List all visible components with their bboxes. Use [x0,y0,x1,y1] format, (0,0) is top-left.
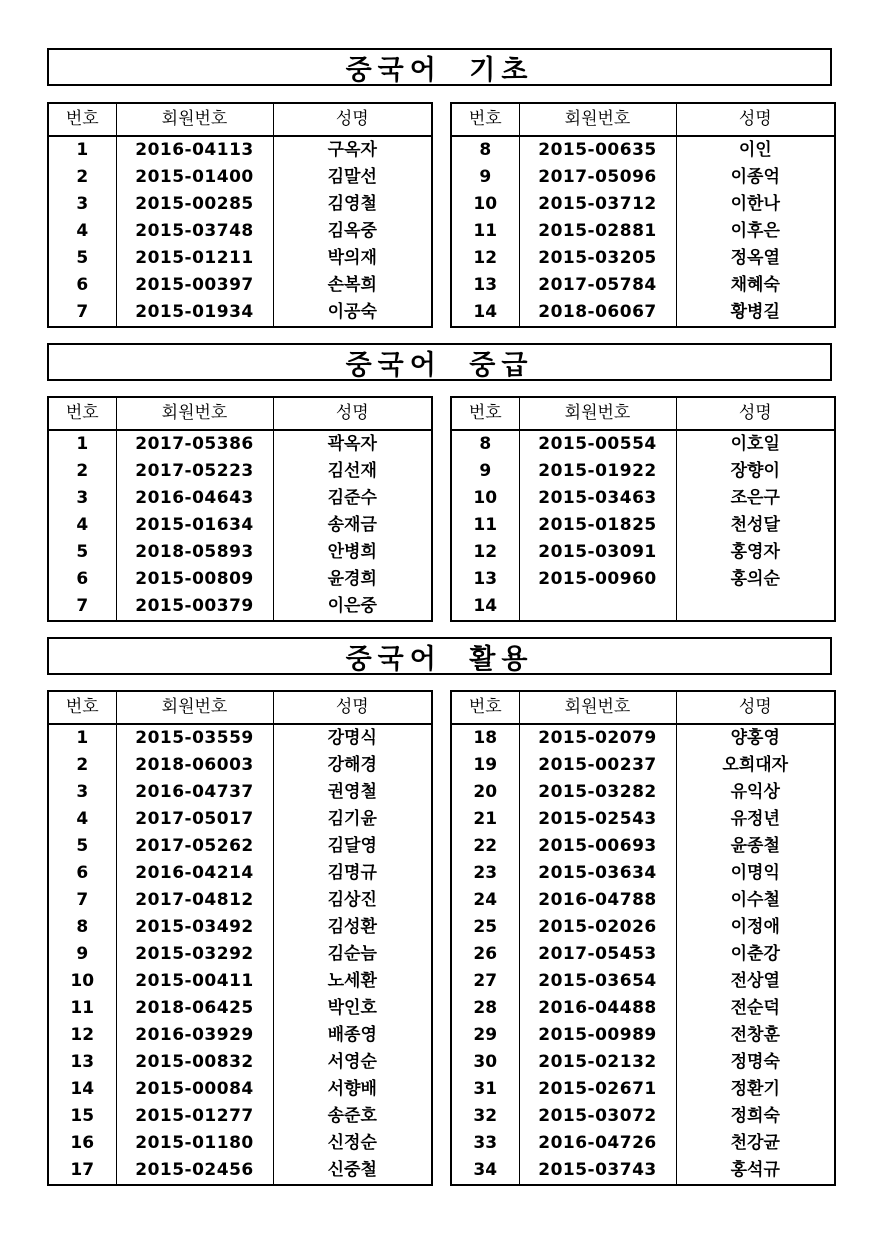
member-name: 전순덕 [676,995,835,1022]
member-id: 2015-00832 [116,1049,273,1076]
member-id: 2016-04214 [116,860,273,887]
member-id: 2018-06003 [116,752,273,779]
member-name: 정명숙 [676,1049,835,1076]
header-num: 번호 [48,397,116,430]
member-name: 전창훈 [676,1022,835,1049]
member-name: 송준호 [273,1103,432,1130]
table-row [451,539,835,566]
member-id: 2015-03091 [519,539,676,566]
member-name: 유정년 [676,806,835,833]
table-row [48,539,432,566]
member-name: 이종억 [676,164,835,191]
table-row [451,245,835,272]
row-number: 1 [76,728,89,748]
row-number: 5 [76,836,89,856]
table-row [451,512,835,539]
member-name: 이춘강 [676,941,835,968]
row-number: 4 [76,809,89,829]
table-row [451,1022,835,1049]
table-row [48,458,432,485]
member-id: 2017-04812 [116,887,273,914]
member-id: 2015-01934 [116,299,273,327]
member-id: 2015-01277 [116,1103,273,1130]
row-number: 1 [76,434,89,454]
header-num: 번호 [451,103,519,136]
member-id: 2015-03282 [519,779,676,806]
table-row [451,1103,835,1130]
roster-table-intermediate-right [450,396,836,622]
header-name: 성명 [676,103,835,136]
table-row [451,1049,835,1076]
header-num: 번호 [48,691,116,724]
member-id: 2016-04643 [116,485,273,512]
member-name: 유익상 [676,779,835,806]
row-number: 7 [76,890,89,910]
member-name: 김달영 [273,833,432,860]
member-id: 2015-00379 [116,593,273,621]
member-id: 2015-01922 [519,458,676,485]
row-number: 5 [76,248,89,268]
table-row [451,1130,835,1157]
member-id: 2015-02132 [519,1049,676,1076]
table-row [48,1076,432,1103]
member-name: 정환기 [676,1076,835,1103]
member-name: 노세환 [273,968,432,995]
member-id: 2015-03748 [116,218,273,245]
row-number: 2 [76,461,89,481]
member-id: 2015-00693 [519,833,676,860]
table-row [48,941,432,968]
row-number: 3 [76,782,89,802]
table-row [451,752,835,779]
member-id: 2015-00989 [519,1022,676,1049]
row-number: 10 [473,194,498,214]
row-number: 2 [76,755,89,775]
member-id: 2015-00411 [116,968,273,995]
row-number: 34 [473,1160,498,1180]
member-name: 이한나 [676,191,835,218]
table-row [48,430,432,458]
member-name: 안병희 [273,539,432,566]
member-name: 곽옥자 [273,430,432,458]
member-id: 2018-05893 [116,539,273,566]
table-row [451,164,835,191]
row-number: 23 [473,863,498,883]
table-row [48,1157,432,1185]
member-name: 권영철 [273,779,432,806]
member-id: 2017-05453 [519,941,676,968]
member-id: 2015-00397 [116,272,273,299]
roster-table-basic-left [47,102,433,328]
row-number: 9 [479,167,492,187]
row-number: 1 [76,140,89,160]
member-id: 2015-03559 [116,724,273,752]
member-name: 김기윤 [273,806,432,833]
member-id: 2016-04788 [519,887,676,914]
member-name: 신정순 [273,1130,432,1157]
member-id: 2015-01211 [116,245,273,272]
table-row [451,136,835,164]
row-number: 14 [70,1079,95,1099]
row-number: 29 [473,1025,498,1045]
row-number: 11 [473,515,498,535]
row-number: 21 [473,809,498,829]
member-name: 홍의순 [676,566,835,593]
member-name: 배종영 [273,1022,432,1049]
row-number: 14 [473,596,498,616]
header-num: 번호 [451,397,519,430]
header-member-id: 회원번호 [116,691,273,724]
member-name: 천성달 [676,512,835,539]
header-member-id: 회원번호 [519,397,676,430]
table-row [48,512,432,539]
member-name: 홍영자 [676,539,835,566]
roster-table-intermediate-left [47,396,433,622]
member-id: 2015-00285 [116,191,273,218]
member-id: 2015-01180 [116,1130,273,1157]
table-row [48,833,432,860]
table-row [451,566,835,593]
member-id: 2015-00237 [519,752,676,779]
member-id: 2017-05096 [519,164,676,191]
member-name: 김순늠 [273,941,432,968]
row-number: 13 [473,569,498,589]
row-number: 16 [70,1133,95,1153]
header-member-id: 회원번호 [519,103,676,136]
member-name: 김성환 [273,914,432,941]
row-number: 11 [473,221,498,241]
table-row [48,272,432,299]
header-member-id: 회원번호 [519,691,676,724]
member-id: 2015-03463 [519,485,676,512]
row-number: 8 [479,140,492,160]
member-id: 2016-04488 [519,995,676,1022]
member-name: 서영순 [273,1049,432,1076]
member-id: 2015-02026 [519,914,676,941]
row-number: 11 [70,998,95,1018]
row-number: 12 [70,1025,95,1045]
header-num: 번호 [48,103,116,136]
member-id: 2015-03634 [519,860,676,887]
row-number: 8 [76,917,89,937]
header-name: 성명 [273,691,432,724]
row-number: 12 [473,248,498,268]
member-name: 박의재 [273,245,432,272]
row-number: 19 [473,755,498,775]
member-name: 이정애 [676,914,835,941]
table-row [451,299,835,327]
member-id: 2016-04726 [519,1130,676,1157]
table-row [451,1157,835,1185]
row-number: 4 [76,515,89,535]
member-id: 2017-05386 [116,430,273,458]
section-title-applied: 중국어 활용 [47,637,832,675]
member-id: 2015-02881 [519,218,676,245]
table-row [48,995,432,1022]
member-name: 장향이 [676,458,835,485]
row-number: 33 [473,1133,498,1153]
member-name: 김말선 [273,164,432,191]
member-id: 2015-03492 [116,914,273,941]
member-id: 2015-00554 [519,430,676,458]
row-number: 6 [76,569,89,589]
row-number: 6 [76,863,89,883]
member-name: 윤경희 [273,566,432,593]
row-number: 2 [76,167,89,187]
table-row [48,1103,432,1130]
table-row [48,1130,432,1157]
member-name: 황병길 [676,299,835,327]
member-id: 2018-06425 [116,995,273,1022]
member-name: 김영철 [273,191,432,218]
member-id: 2015-03654 [519,968,676,995]
header-name: 성명 [676,691,835,724]
table-row [451,779,835,806]
table-row [451,941,835,968]
table-row [48,299,432,327]
member-id: 2015-03292 [116,941,273,968]
roster-table-applied-left [47,690,433,1186]
member-id: 2015-03712 [519,191,676,218]
table-row [451,914,835,941]
header-name: 성명 [273,397,432,430]
member-name: 이은중 [273,593,432,621]
member-id: 2015-02079 [519,724,676,752]
member-id: 2015-01400 [116,164,273,191]
member-id: 2015-01634 [116,512,273,539]
row-number: 25 [473,917,498,937]
header-num: 번호 [451,691,519,724]
member-id: 2015-00084 [116,1076,273,1103]
table-row [48,164,432,191]
member-name: 송재금 [273,512,432,539]
row-number: 20 [473,782,498,802]
row-number: 6 [76,275,89,295]
header-name: 성명 [676,397,835,430]
row-number: 18 [473,728,498,748]
row-number: 32 [473,1106,498,1126]
row-number: 26 [473,944,498,964]
member-name: 전상열 [676,968,835,995]
member-name: 양홍영 [676,724,835,752]
member-name: 조은구 [676,485,835,512]
member-name: 박인호 [273,995,432,1022]
row-number: 12 [473,542,498,562]
member-id: 2017-05017 [116,806,273,833]
table-row [451,968,835,995]
member-name: 구옥자 [273,136,432,164]
table-row [451,887,835,914]
row-number: 10 [70,971,95,991]
member-name: 신중철 [273,1157,432,1185]
table-row [451,458,835,485]
section-title-basic: 중국어 기초 [47,48,832,86]
member-id: 2015-03072 [519,1103,676,1130]
member-name: 강명식 [273,724,432,752]
member-id: 2016-04737 [116,779,273,806]
table-row [451,272,835,299]
member-name: 채혜숙 [676,272,835,299]
member-id: 2017-05223 [116,458,273,485]
header-member-id: 회원번호 [116,103,273,136]
table-row [48,218,432,245]
table-row [451,1076,835,1103]
member-name: 이호일 [676,430,835,458]
table-row [48,136,432,164]
table-row [451,806,835,833]
member-name: 김옥중 [273,218,432,245]
row-number: 8 [479,434,492,454]
member-name: 김상진 [273,887,432,914]
member-name: 김명규 [273,860,432,887]
header-name: 성명 [273,103,432,136]
table-row [48,1022,432,1049]
table-row [48,566,432,593]
row-number: 15 [70,1106,95,1126]
table-row [48,593,432,621]
member-name: 이공숙 [273,299,432,327]
member-name: 이명익 [676,860,835,887]
member-id [519,593,676,621]
member-name: 홍석규 [676,1157,835,1185]
row-number: 14 [473,302,498,322]
member-name: 서향배 [273,1076,432,1103]
member-id: 2017-05262 [116,833,273,860]
member-id: 2015-00809 [116,566,273,593]
member-id: 2015-03743 [519,1157,676,1185]
member-name: 손복희 [273,272,432,299]
section-title-intermediate: 중국어 중급 [47,343,832,381]
member-name: 이후은 [676,218,835,245]
row-number: 3 [76,488,89,508]
row-number: 9 [76,944,89,964]
table-row [48,245,432,272]
row-number: 7 [76,302,89,322]
table-row [451,218,835,245]
table-row [48,968,432,995]
member-id: 2015-01825 [519,512,676,539]
table-row [48,1049,432,1076]
member-id: 2018-06067 [519,299,676,327]
table-row [48,752,432,779]
header-member-id: 회원번호 [116,397,273,430]
row-number: 22 [473,836,498,856]
row-number: 28 [473,998,498,1018]
table-row [48,724,432,752]
member-name [676,593,835,621]
row-number: 17 [70,1160,95,1180]
row-number: 31 [473,1079,498,1099]
table-row [48,914,432,941]
roster-table-basic-right [450,102,836,328]
member-id: 2016-04113 [116,136,273,164]
row-number: 4 [76,221,89,241]
table-row [48,485,432,512]
member-name: 정옥열 [676,245,835,272]
member-name: 윤종철 [676,833,835,860]
table-row [48,806,432,833]
member-id: 2015-00635 [519,136,676,164]
member-name: 이수철 [676,887,835,914]
member-name: 김선재 [273,458,432,485]
member-name: 천강균 [676,1130,835,1157]
row-number: 10 [473,488,498,508]
row-number: 7 [76,596,89,616]
row-number: 27 [473,971,498,991]
table-row [451,724,835,752]
member-name: 김준수 [273,485,432,512]
table-row [48,191,432,218]
row-number: 13 [70,1052,95,1072]
table-row [48,887,432,914]
table-row [451,485,835,512]
member-name: 강해경 [273,752,432,779]
member-id: 2016-03929 [116,1022,273,1049]
row-number: 30 [473,1052,498,1072]
member-id: 2015-02456 [116,1157,273,1185]
row-number: 9 [479,461,492,481]
member-name: 이인 [676,136,835,164]
member-id: 2015-00960 [519,566,676,593]
table-row [451,995,835,1022]
member-id: 2015-03205 [519,245,676,272]
member-id: 2015-02543 [519,806,676,833]
member-name: 정희숙 [676,1103,835,1130]
row-number: 5 [76,542,89,562]
table-row [451,860,835,887]
roster-table-applied-right [450,690,836,1186]
member-id: 2017-05784 [519,272,676,299]
member-id: 2015-02671 [519,1076,676,1103]
table-row [451,833,835,860]
member-name: 오희대자 [676,752,835,779]
table-row [48,779,432,806]
table-row [48,860,432,887]
row-number: 3 [76,194,89,214]
table-row [451,430,835,458]
row-number: 13 [473,275,498,295]
table-row [451,191,835,218]
row-number: 24 [473,890,498,910]
table-row [451,593,835,621]
